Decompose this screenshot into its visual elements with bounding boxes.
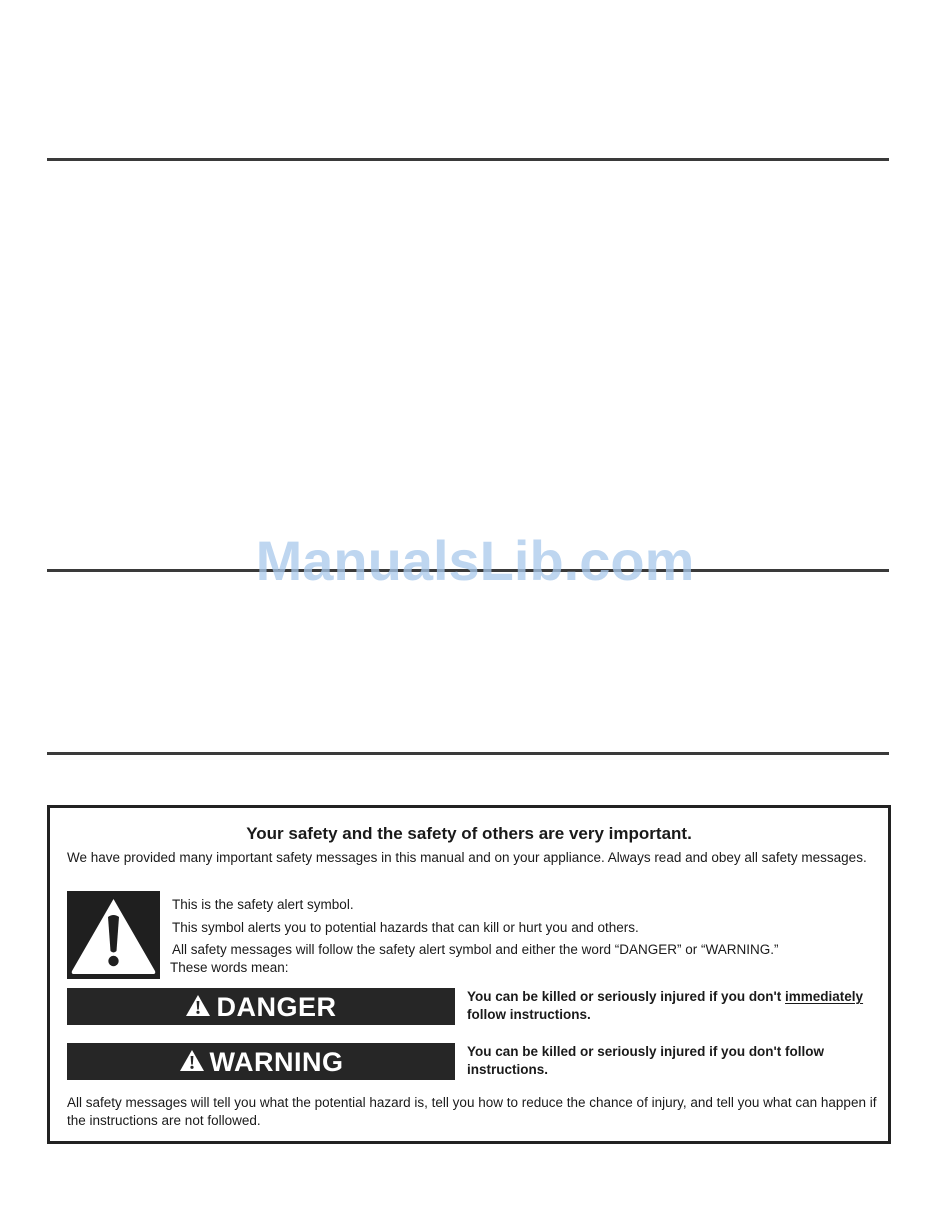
alert-line: This symbol alerts you to potential hazards that can kill or hurt you and others. (172, 919, 639, 935)
danger-text-part: follow instructions. (467, 1007, 591, 1022)
warning-triangle-icon (185, 994, 211, 1017)
divider-rule-lower (47, 752, 889, 755)
danger-text-emphasis: immediately (785, 989, 864, 1004)
divider-rule-top (47, 158, 889, 161)
warning-triangle-icon (179, 1049, 205, 1072)
safety-intro: We have provided many important safety messages in this manual and on your appliance. Always read and obey all safety messages. (67, 850, 867, 865)
danger-banner (67, 988, 455, 1025)
danger-text-part: You can be killed or seriously injured if you don't (467, 989, 786, 1004)
alert-line: All safety messages will follow the safety alert symbol and either the word “DANGER” or “WARNING.” (172, 942, 779, 957)
safety-outro: All safety messages will tell you what the potential hazard is, tell you how to reduce the chance of injury, and tell you what can happen if the instructions are not followed. (67, 1095, 877, 1128)
safety-notice-box (47, 805, 891, 1144)
danger-description (467, 988, 879, 1024)
safety-heading: Your safety and the safety of others are very important. (246, 824, 692, 843)
warning-description: You can be killed or seriously injured if you don't follow instructions. (467, 1044, 824, 1077)
danger-label: DANGER (216, 991, 337, 1022)
warning-banner (67, 1043, 455, 1080)
warning-label: WARNING (209, 1046, 344, 1077)
alert-line: This is the safety alert symbol. (172, 897, 354, 912)
alert-line: These words mean: (170, 960, 289, 975)
watermark: ManualsLib.com (255, 529, 695, 592)
warning-triangle-icon (67, 891, 160, 979)
alert-symbol-explanation (172, 896, 778, 982)
